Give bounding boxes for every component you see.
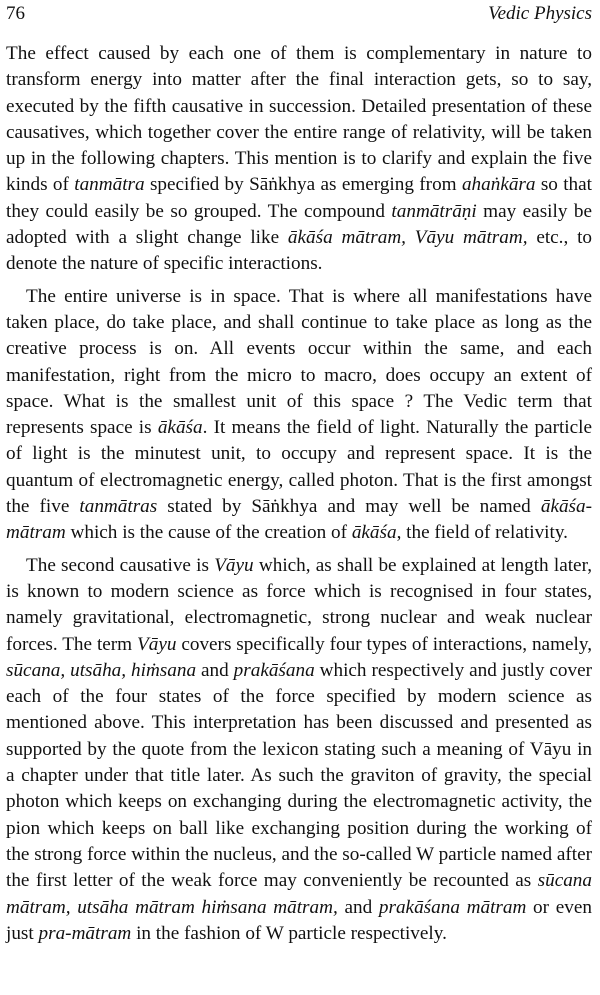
italic-term: pra-mātram <box>38 922 132 944</box>
italic-term: ākāśa <box>351 522 397 544</box>
text-run: and <box>337 896 379 918</box>
italic-term: prakāśana <box>233 659 315 681</box>
text-run: specified by Sāṅkhya as emerging from <box>144 174 462 196</box>
page-number: 76 <box>6 3 25 24</box>
italic-term: prakāśana mātram <box>378 896 527 918</box>
text-run: etc., to denote the nature of specific interactions. <box>6 227 592 275</box>
text-run: which respectively and justly cover each of the four states of the force specified by modern science as mentioned above. This interpretation has been discussed and presented as supported by the quote from the lexicon stating such a meaning of Vāyu in a chapter under that title later. As such the graviton of gravity, the special photon which keeps on exchanging during the electromagnetic activity, the pion which keeps on ball like exchanging position during the working of the strong force within the nucleus, and the so-called W particle named after the first letter of the weak force may conveniently be recounted as <box>6 659 592 892</box>
italic-term: ahaṅkāra <box>461 174 536 196</box>
text-run: stated by Sāṅkhya and may well be named <box>157 496 541 518</box>
italic-term: ākāśa mātram, Vāyu mātram, <box>287 227 528 249</box>
italic-term: tanmātrāṇi <box>391 200 477 222</box>
italic-term: tanmātra <box>74 174 145 196</box>
text-run: . It means the field of light. Naturally the particle of light is the minutest unit, to occupy and represent space. It is the quantum of electromagnetic energy, called photon. That is the first amongst the five <box>6 417 592 518</box>
italic-term: ākāśa <box>157 417 203 439</box>
paragraph-2 <box>6 284 592 547</box>
paragraph-3 <box>6 553 592 947</box>
italic-term: Vāyu <box>214 554 254 576</box>
text-run: so that they could easily be so grouped. The compound <box>6 174 592 222</box>
text-run: in the fashion of W particle respectively. <box>131 922 447 944</box>
text-run: and <box>196 659 234 681</box>
paragraph-1 <box>6 41 592 278</box>
italic-term: Vāyu <box>137 633 177 655</box>
text-run: , the field of relativity. <box>396 522 568 544</box>
text-run: which, as shall be explained at length later, is known to modern science as force which is recognised in four states, namely gravitational, electromagnetic, strong nuclear and weak nuclear forces. The term <box>6 554 592 655</box>
text-run: or even just <box>6 896 592 944</box>
text-run: which is the cause of the creation of <box>65 522 352 544</box>
italic-term: ākāśa-mātram <box>6 496 592 544</box>
text-run: covers specifically four types of interactions, namely, <box>176 633 592 655</box>
text-run: The entire universe is in space. That is where all manifestations have taken place, do take place, and shall continue to take place as long as the creative process is on. All events occur within the same, and each manifestation, right from the micro to macro, does occupy an extent of space. What is the smallest unit of this space ? The Vedic term that represents space is <box>6 285 592 439</box>
running-title: Vedic Physics <box>488 3 592 24</box>
body-text <box>6 41 592 947</box>
italic-term: sūcana mātram, utsāha mātram hiṁsana mātram, <box>6 870 592 918</box>
text-run: may easily be adopted with a slight change like <box>6 200 592 249</box>
italic-term: sūcana, utsāha, hiṁsana <box>6 659 197 681</box>
text-run: The effect caused by each one of them is complementary in nature to transform energy into matter after the final interaction gets, so to say, executed by the fifth causative in succession. Detailed presentation of these causatives, which together cover the entire range of relativity, will be taken up in the following chapters. This mention is to clarify and explain the five kinds of <box>6 43 592 196</box>
italic-term: tanmātras <box>79 496 158 518</box>
text-run: The second causative is <box>26 554 215 576</box>
page-header <box>6 2 592 28</box>
